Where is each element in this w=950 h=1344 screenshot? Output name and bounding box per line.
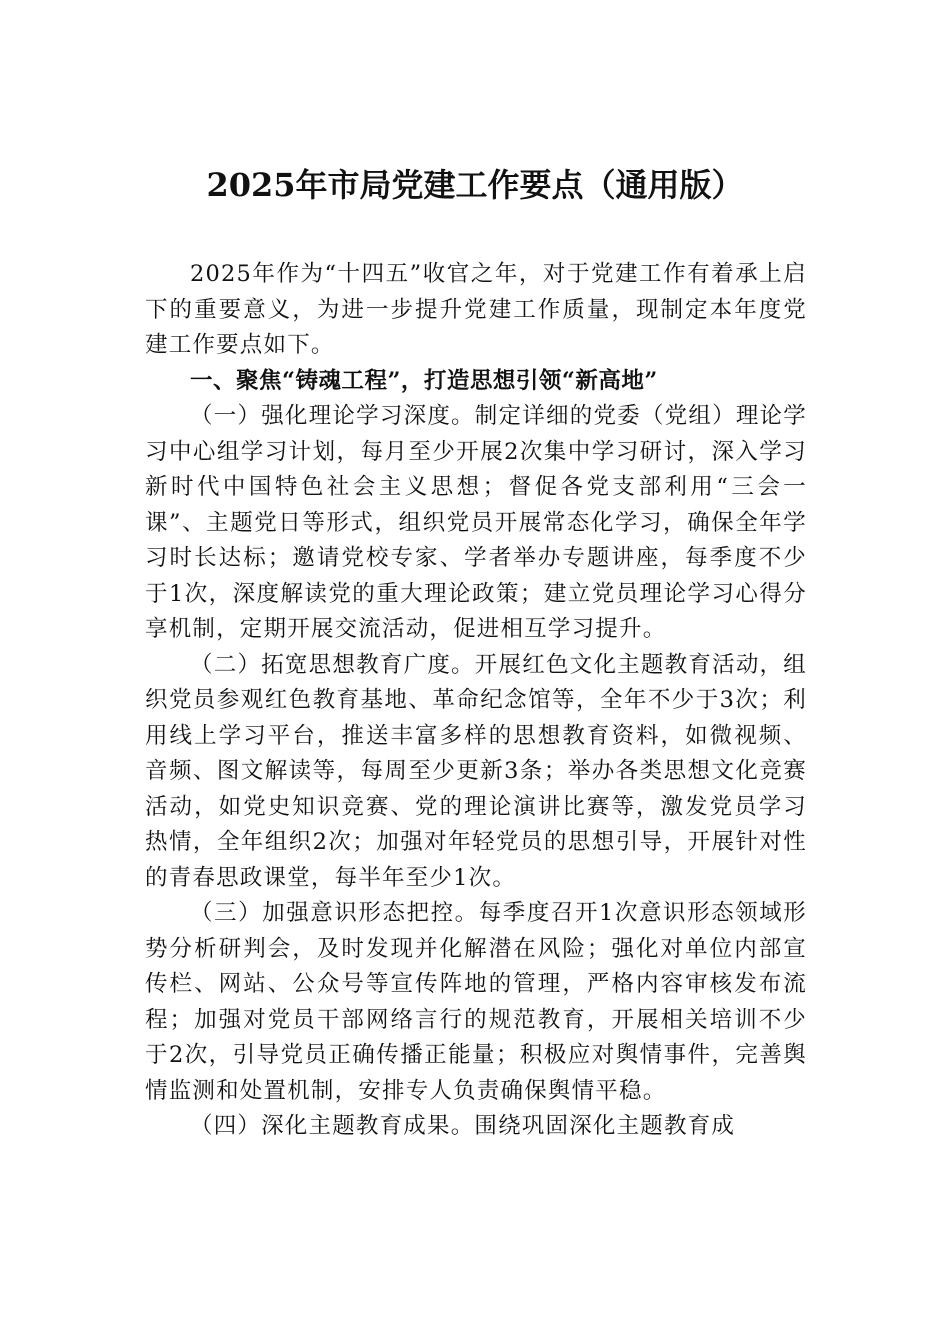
item-lead: （四）深化主题教育成果。 — [190, 1113, 475, 1139]
item-text: 开展红色文化主题教育活动，组织党员参观红色教育基地、革命纪念馆等，全年不少于3次；利用线上学习平台，推送丰富多样的思想教育资料，如微视频、音频、图文解读等，每周至少更新3条；举办各类思想文化竞赛活动，如党史知识竞赛、党的理论演讲比赛等，激发党员学习热情，全年组织2次；加强对年轻党员的思想引导，开展针对性的青春思政课堂，每半年至少1次。 — [145, 651, 807, 891]
item-paragraph — [145, 399, 807, 648]
intro-paragraph: 2025年作为“十四五”收官之年，对于党建工作有着承上启下的重要意义，为进一步提升党建工作质量，现制定本年度党建工作要点如下。 — [145, 261, 807, 358]
item-paragraph — [145, 648, 807, 897]
item-text: 围绕巩固深化主题教育成 — [474, 1113, 736, 1139]
item-paragraph — [145, 896, 807, 1109]
document-title: 2025年市局党建工作要点（通用版） — [206, 166, 744, 204]
item-lead: （二）拓宽思想教育广度。 — [190, 651, 475, 678]
section-heading: 一、聚焦“铸魂工程”，打造思想引领“新高地” — [190, 367, 658, 394]
item-paragraph — [145, 1109, 807, 1145]
item-text: 每季度召开1次意识形态领域形势分析研判会，及时发现并化解潜在风险；强化对单位内部宣传栏、网站、公众号等宣传阵地的管理，严格内容审核发布流程；加强对党员干部网络言行的规范教育，开展相关培训不少于2次，引导党员正确传播正能量；积极应对舆情事件，完善舆情监测和处置机制，安排专人负责确保舆情平稳。 — [145, 900, 807, 1104]
document-body — [145, 257, 807, 1145]
item-text: 制定详细的党委（党组）理论学习中心组学习计划，每月至少开展2次集中学习研讨，深入学习新时代中国特色社会主义思想；督促各党支部利用“三会一课”、主题党日等形式，组织党员开展常态化学习，确保全年学习时长达标；邀请党校专家、学者举办专题讲座，每季度不少于1次，深度解读党的重大理论政策；建立党员理论学习心得分享机制，定期开展交流活动，促进相互学习提升。 — [145, 403, 807, 642]
item-lead: （一）强化理论学习深度。 — [190, 403, 475, 429]
item-lead: （三）加强意识形态把控。 — [190, 900, 479, 926]
